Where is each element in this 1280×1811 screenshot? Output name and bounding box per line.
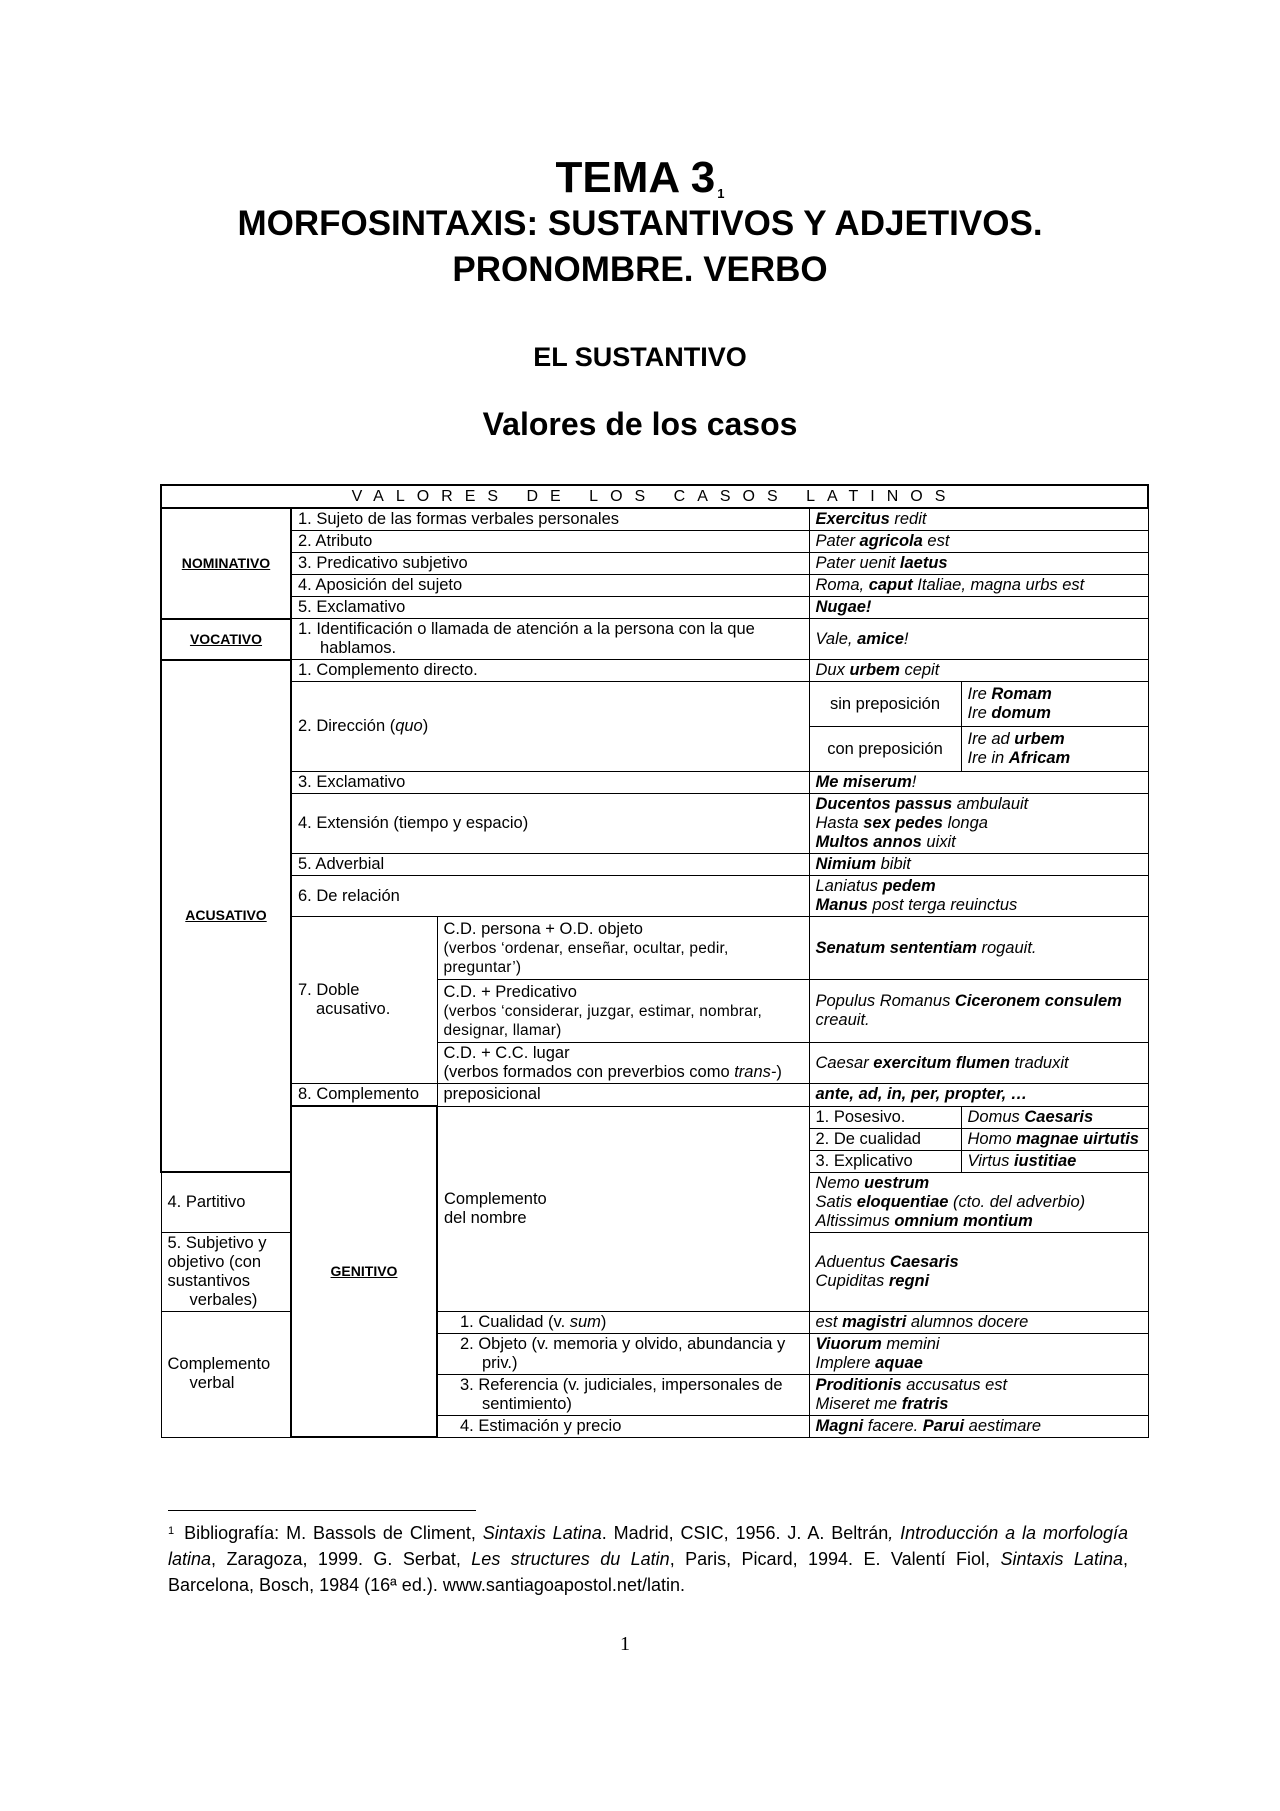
case-nominativo: NOMINATIVO	[161, 508, 291, 619]
table-row	[161, 854, 1148, 876]
table-row	[161, 575, 1148, 597]
case-value: preposicional	[437, 1084, 809, 1107]
table-row	[161, 772, 1148, 794]
case-value: 5. Exclamativo	[291, 597, 809, 619]
case-value: 2. Atributo	[291, 531, 809, 553]
example: Ire Romam Ire domum	[961, 682, 1148, 727]
example: Populus Romanus Ciceronem consulem creauit.	[809, 980, 1148, 1043]
doble-acusativo-type: C.D. + C.C. lugar (verbos formados con preverbios como trans-)	[437, 1043, 809, 1084]
subsection-heading: Valores de los casos	[482, 406, 798, 442]
case-value: 1. Cualidad (v. sum)	[437, 1311, 809, 1333]
page-number: 1	[620, 1633, 630, 1655]
example: Laniatus pedem Manus post terga reuinctus	[809, 876, 1148, 917]
sin-preposicion: sin preposición	[809, 682, 961, 727]
example: ante, ad, in, per, propter, …	[809, 1084, 1148, 1107]
example: Caesar exercitum flumen traduxit	[809, 1043, 1148, 1084]
table-row	[161, 917, 1148, 980]
case-vocativo: VOCATIVO	[161, 619, 291, 660]
example: Me miserum!	[809, 772, 1148, 794]
example: Vale, amice!	[809, 619, 1148, 660]
cases-table	[160, 484, 1149, 1438]
table-row	[161, 794, 1148, 854]
table-header: VALORES DE LOS CASOS LATINOS	[161, 485, 1148, 508]
page-title: TEMA 3 $^1$	[555, 153, 725, 202]
table-row	[161, 553, 1148, 575]
case-value: 6. De relación	[291, 876, 809, 917]
example: Proditionis accusatus est Miseret me fratris	[809, 1374, 1148, 1415]
example: Ire ad urbem Ire in Africam	[961, 727, 1148, 772]
example: Nimium bibit	[809, 854, 1148, 876]
case-value: 2. De cualidad	[809, 1128, 961, 1150]
table-row	[161, 531, 1148, 553]
example: Nugae!	[809, 597, 1148, 619]
case-value: 4. Aposición del sujeto	[291, 575, 809, 597]
footnote-number: 1	[168, 1525, 175, 1537]
table-row	[161, 1084, 1148, 1107]
title-footnote-ref[interactable]: 1	[717, 186, 725, 201]
example: Senatum sententiam rogauit.	[809, 917, 1148, 980]
table-row	[161, 660, 1148, 682]
example: est magistri alumnos docere	[809, 1311, 1148, 1333]
example: Virtus iustitiae	[961, 1150, 1148, 1172]
case-value: 7. Doble acusativo.	[291, 917, 437, 1084]
case-value: 3. Exclamativo	[291, 772, 809, 794]
example: Dux urbem cepit	[809, 660, 1148, 682]
complemento-verbal: Complemento verbal	[161, 1311, 291, 1437]
example: Pater uenit laetus	[809, 553, 1148, 575]
example: Ducentos passus ambulauit Hasta sex pedes longa Multos annos uixit	[809, 794, 1148, 854]
case-acusativo: ACUSATIVO	[161, 660, 291, 1173]
case-value: 1. Complemento directo.	[291, 660, 809, 682]
example: Nemo uestrum Satis eloquentiae (cto. del adverbio) Altissimus omnium montium	[809, 1172, 1148, 1232]
con-preposicion: con preposición	[809, 727, 961, 772]
example: Domus Caesaris	[961, 1106, 1148, 1128]
section-heading: EL SUSTANTIVO	[533, 342, 747, 372]
doble-acusativo-type: C.D. persona + O.D. objeto (verbos ‘ordenar, enseñar, ocultar, pedir, preguntar’)	[437, 917, 809, 980]
case-value: 1. Sujeto de las formas verbales personales	[291, 508, 809, 531]
example: Magni facere. Parui aestimare	[809, 1415, 1148, 1437]
table-row	[161, 1106, 1148, 1128]
case-value: 4. Estimación y precio	[437, 1415, 809, 1437]
footnote: $^1$ Bibliografía: M. Bassols de Climent, Sintaxis Latina. Madrid, CSIC, 1956. J. A. Beltrán, Introducción a la morfología latina, Zaragoza, 1999. G. Serbat, Les structures du Latin, Paris, Picard, 1994. E. Valentí Fiol, Sintaxis Latina, Barcelona, Bosch, 1984 (16ª ed.). www.santiagoapostol.net/latin.	[168, 1523, 1128, 1595]
example: Aduentus Caesaris Cupiditas regni	[809, 1232, 1148, 1311]
table-row	[161, 619, 1148, 660]
table-row	[161, 508, 1148, 531]
table-row	[161, 597, 1148, 619]
example: Roma, caput Italiae, magna urbs est	[809, 575, 1148, 597]
case-value: 3. Referencia (v. judiciales, impersonales de sentimiento)	[437, 1374, 809, 1415]
case-value: 3. Predicativo subjetivo	[291, 553, 809, 575]
table-row	[161, 682, 1148, 727]
footnote-divider	[168, 1510, 476, 1511]
table-row	[161, 876, 1148, 917]
title-line-3: PRONOMBRE. VERBO	[452, 250, 828, 289]
example: Exercitus redit	[809, 508, 1148, 531]
example: Homo magnae uirtutis	[961, 1128, 1148, 1150]
case-value: 2. Dirección (quo)	[291, 682, 809, 772]
case-value: 8. Complemento	[291, 1084, 437, 1107]
case-genitivo: GENITIVO	[291, 1106, 437, 1437]
title-line-2: MORFOSINTAXIS: SUSTANTIVOS Y ADJETIVOS.	[237, 204, 1043, 243]
case-value: 4. Partitivo	[161, 1172, 291, 1232]
complemento-del-nombre: Complemento del nombre	[437, 1106, 809, 1311]
case-value: 2. Objeto (v. memoria y olvido, abundancia y priv.)	[437, 1333, 809, 1374]
doble-acusativo-type: C.D. + Predicativo (verbos ‘considerar, juzgar, estimar, nombrar, designar, llamar)	[437, 980, 809, 1043]
case-value: 1. Posesivo.	[809, 1106, 961, 1128]
case-value: 3. Explicativo	[809, 1150, 961, 1172]
case-value: 5. Adverbial	[291, 854, 809, 876]
case-value: 5. Subjetivo y objetivo (con sustantivos verbales)	[161, 1232, 291, 1311]
case-value: 4. Extensión (tiempo y espacio)	[291, 794, 809, 854]
example: Viuorum memini Implere aquae	[809, 1333, 1148, 1374]
example: Pater agricola est	[809, 531, 1148, 553]
case-value: 1. Identificación o llamada de atención a la persona con la que hablamos.	[291, 619, 809, 660]
